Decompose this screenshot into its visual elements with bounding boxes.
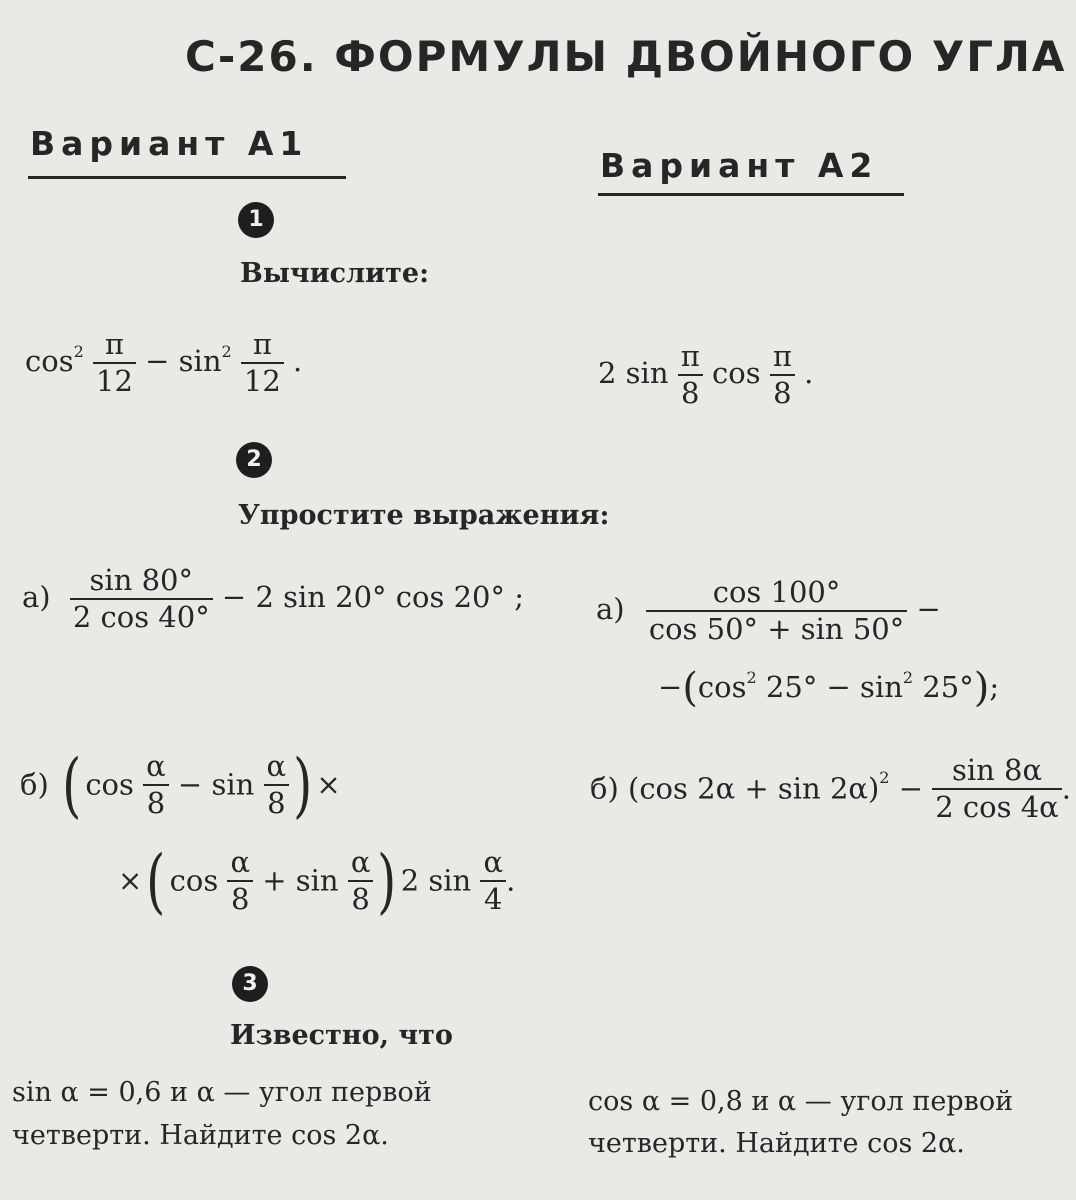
task-2a-a2-expression-line2: $-(\cos^2$ $25^\circ - \sin^2 25^\circ$);: [658, 665, 1000, 711]
variant-a2-underline: [598, 193, 904, 196]
variant-a2-heading: Вариант А2: [600, 146, 879, 185]
task-1-a1-expression: $\cos^2$ $\frac{\pi}{12}$ − $\sin^2$ $\frac{\pi}{12}$ .: [25, 327, 303, 398]
variant-a1-heading: Вариант А1: [30, 124, 309, 163]
task-1-number-badge: 1: [238, 202, 274, 238]
task-3-a2-line1: cos α = 0,8 и α — угол первой: [588, 1086, 1014, 1117]
task-3-heading: Известно, что: [230, 1020, 453, 1051]
task-2b-a2-expression: б) (cos 2α + sin 2α)$^2$ − $\frac{\sin 8\alpha}{2 \cos 4\alpha}$ .: [590, 753, 1071, 824]
task-2-heading: Упростите выражения:: [238, 500, 610, 531]
task-3-a2-line2: четверти. Найдите cos 2α.: [588, 1128, 965, 1159]
task-2b-a1-expression-line2: ×( cos $\frac{\alpha}{8}$ + sin $\frac{\alpha}{8}$ ) 2 sin $\frac{\alpha}{4}$ .: [118, 840, 516, 922]
task-2a-a2-expression: а) $\frac{\cos 100^\circ}{\cos 50^\circ + \sin 50^\circ}$ −: [596, 575, 941, 646]
task-2a-a1-expression: а) $\frac{\sin 80^\circ}{2 \cos 40^\circ}$ − 2 sin 20° cos 20° ;: [22, 563, 524, 634]
task-3-a1-line2: четверти. Найдите cos 2α.: [12, 1120, 389, 1151]
page-title: С-26. ФОРМУЛЫ ДВОЙНОГО УГЛА: [185, 32, 1067, 81]
task-1-heading: Вычислите:: [240, 258, 430, 289]
task-3-a1-line1: sin α = 0,6 и α — угол первой: [12, 1077, 432, 1108]
task-2-number-badge: 2: [236, 442, 272, 478]
task-3-number-badge: 3: [232, 966, 268, 1002]
task-2b-a1-expression-line1: б) ( cos $\frac{\alpha}{8}$ − sin $\frac{\alpha}{8}$ ) ×: [20, 744, 341, 826]
variant-a1-underline: [28, 176, 346, 179]
task-1-a2-expression: 2 sin $\frac{\pi}{8}$ cos $\frac{\pi}{8}$ .: [598, 339, 814, 410]
